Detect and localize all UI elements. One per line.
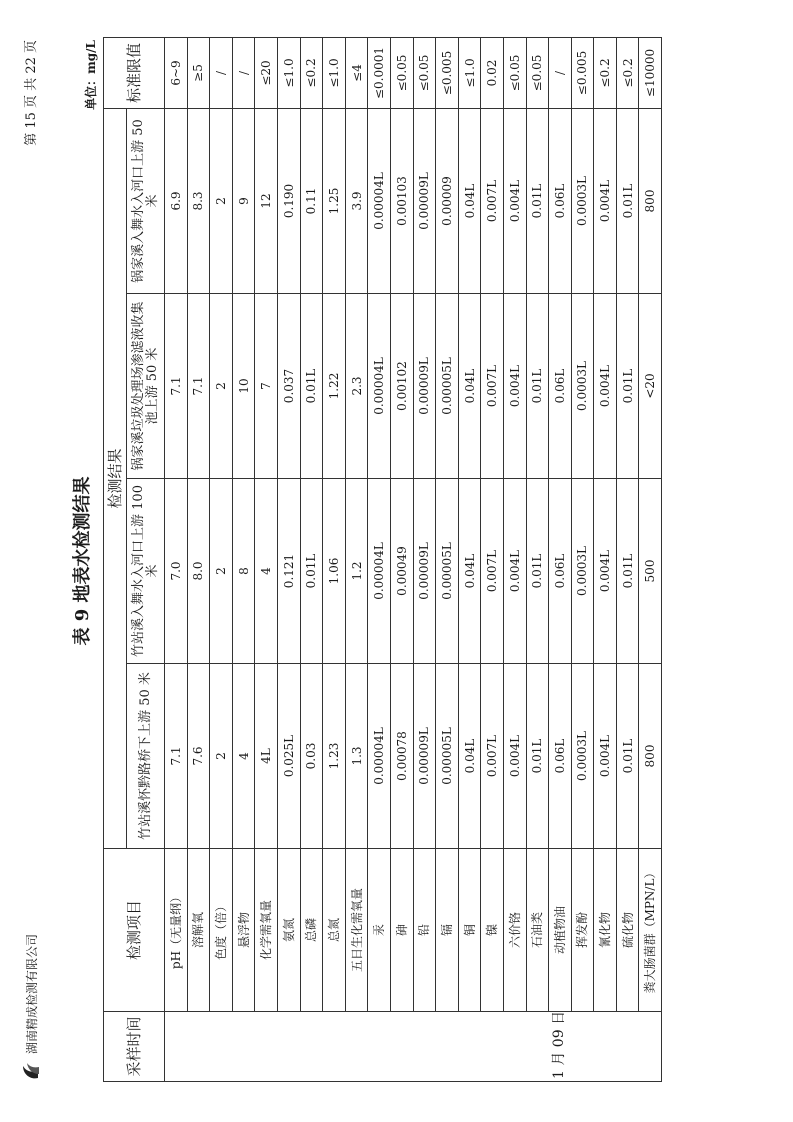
item-cell: 挥发酚 [571,849,594,1012]
table-title: 表 9 地表水检测结果 [72,476,93,646]
site-3-value: 0.004L [594,294,617,479]
site-2-value: 0.00005L [436,479,459,664]
item-cell: 氰化物 [594,849,617,1012]
table-body [165,37,662,1081]
table-row [413,37,436,1081]
site-3-value: 0.00005L [436,294,459,479]
item-cell: 镉 [436,849,459,1012]
company-name: 湖南精成检测有限公司 [24,933,39,1054]
site-1-value: 0.00078 [390,664,413,849]
header-site-2: 竹站溪入舞水入河口上游 100 米 [127,479,165,664]
page-number: 第 15 页 共 22 页 [24,40,39,146]
site-1-value: 7.6 [187,664,210,849]
site-2-value: 1.2 [345,479,368,664]
site-4-value: 0.190 [277,108,300,293]
item-cell: pH（无量纲） [165,849,188,1012]
site-3-value: 1.22 [323,294,346,479]
surface-water-results-table [103,37,662,1082]
table-row [503,37,526,1081]
table-row [323,37,346,1081]
standard-value: / [210,37,233,108]
site-4-value: 0.01L [616,108,639,293]
site-1-value: 2 [210,664,233,849]
standard-value: ≤0.2 [616,37,639,108]
site-2-value: 0.06L [549,479,572,664]
table-row [277,37,300,1081]
site-3-value: 2 [210,294,233,479]
item-cell: 铜 [458,849,481,1012]
standard-value: ≤1.0 [277,37,300,108]
item-cell: 铅 [413,849,436,1012]
site-4-value: 0.007L [481,108,504,293]
site-2-value: 0.01L [526,479,549,664]
site-4-value: 2 [210,108,233,293]
header-standard: 标准限值 [104,37,165,108]
site-1-value: 0.01L [616,664,639,849]
header-results: 检测结果 [104,108,127,848]
item-cell: 总氮 [323,849,346,1012]
standard-value: ≤0.0001 [368,37,391,108]
table-row [481,37,504,1081]
site-1-value: 0.00009L [413,664,436,849]
item-cell: 石油类 [526,849,549,1012]
site-4-value: 0.06L [549,108,572,293]
site-3-value: 7.1 [165,294,188,479]
site-4-value: 0.00004L [368,108,391,293]
header-sampling-time: 采样时间 [104,1012,165,1082]
standard-value: / [232,37,255,108]
company-header [20,934,42,1082]
site-4-value: 0.01L [526,108,549,293]
site-3-value: 0.0003L [571,294,594,479]
standard-value: ≤4 [345,37,368,108]
site-2-value: 0.00009L [413,479,436,664]
site-3-value: 0.01L [300,294,323,479]
table-row [232,37,255,1081]
site-1-value: 0.004L [594,664,617,849]
standard-value: / [549,37,572,108]
standard-value: ≤0.05 [526,37,549,108]
site-4-value: 0.0003L [571,108,594,293]
item-cell: 汞 [368,849,391,1012]
table-row [594,37,617,1081]
item-cell: 化学需氧量 [255,849,278,1012]
site-1-value: 0.01L [526,664,549,849]
table-row [390,37,413,1081]
site-1-value: 800 [639,664,662,849]
site-3-value: 7 [255,294,278,479]
site-4-value: 0.11 [300,108,323,293]
site-3-value: 0.04L [458,294,481,479]
item-cell: 色度（倍） [210,849,233,1012]
site-1-value: 0.03 [300,664,323,849]
site-3-value: 2.3 [345,294,368,479]
site-1-value: 7.1 [165,664,188,849]
site-2-value: 0.007L [481,479,504,664]
site-4-value: 0.004L [594,108,617,293]
site-4-value: 12 [255,108,278,293]
item-cell: 粪大肠菌群（MPN/L） [639,849,662,1012]
site-2-value: 0.004L [594,479,617,664]
site-1-value: 4L [255,664,278,849]
item-cell: 砷 [390,849,413,1012]
standard-value: ≤20 [255,37,278,108]
table-row [639,37,662,1081]
header-site-4: 锅家溪入舞水入河口上游 50 米 [127,108,165,293]
site-2-value: 8 [232,479,255,664]
site-1-value: 1.23 [323,664,346,849]
table-row [458,37,481,1081]
item-cell: 硫化物 [616,849,639,1012]
table-row [436,37,459,1081]
item-cell: 氨氮 [277,849,300,1012]
site-1-value: 1.3 [345,664,368,849]
site-3-value: 10 [232,294,255,479]
header-row-1 [104,37,127,1081]
site-1-value: 0.004L [503,664,526,849]
standard-value: ≤1.0 [323,37,346,108]
standard-value: 6~9 [165,37,188,108]
site-1-value: 0.00004L [368,664,391,849]
table-row [526,37,549,1081]
item-cell: 六价铬 [503,849,526,1012]
site-4-value: 8.3 [187,108,210,293]
site-1-value: 0.025L [277,664,300,849]
site-3-value: 0.00102 [390,294,413,479]
site-1-value: 0.007L [481,664,504,849]
header-item: 检测项目 [104,849,165,1012]
standard-value: ≥5 [187,37,210,108]
site-3-value: 0.00004L [368,294,391,479]
site-4-value: 0.00103 [390,108,413,293]
site-3-value: 0.037 [277,294,300,479]
item-cell: 镍 [481,849,504,1012]
company-logo-icon [20,1060,42,1082]
item-cell: 溶解氧 [187,849,210,1012]
site-1-value: 0.04L [458,664,481,849]
standard-value: ≤0.05 [503,37,526,108]
site-1-value: 0.0003L [571,664,594,849]
site-2-value: 0.04L [458,479,481,664]
site-2-value: 2 [210,479,233,664]
site-4-value: 0.04L [458,108,481,293]
site-2-value: 0.01L [300,479,323,664]
standard-value: ≤1.0 [458,37,481,108]
table-row [571,37,594,1081]
site-2-value: 7.0 [165,479,188,664]
standard-value: ≤0.05 [390,37,413,108]
site-2-value: 0.01L [616,479,639,664]
standard-value: ≤0.2 [300,37,323,108]
header-site-3: 锅家溪垃圾处理场渗滤液收集池上游 50 米 [127,294,165,479]
site-4-value: 0.00009 [436,108,459,293]
site-3-value: <20 [639,294,662,479]
table-row [300,37,323,1081]
item-cell: 悬浮物 [232,849,255,1012]
site-3-value: 0.06L [549,294,572,479]
site-2-value: 0.00004L [368,479,391,664]
header-site-1: 竹站溪怀黔路桥下上游 50 米 [127,664,165,849]
site-3-value: 0.004L [503,294,526,479]
site-1-value: 4 [232,664,255,849]
site-2-value: 4 [255,479,278,664]
table-row [210,37,233,1081]
site-4-value: 3.9 [345,108,368,293]
site-4-value: 6.9 [165,108,188,293]
standard-value: ≤0.05 [413,37,436,108]
table-row [187,37,210,1081]
site-3-value: 0.01L [616,294,639,479]
site-2-value: 0.0003L [571,479,594,664]
standard-value: ≤0.2 [594,37,617,108]
site-4-value: 9 [232,108,255,293]
table-row [368,37,391,1081]
item-cell: 总磷 [300,849,323,1012]
site-1-value: 0.06L [549,664,572,849]
site-4-value: 800 [639,108,662,293]
site-2-value: 500 [639,479,662,664]
site-4-value: 0.00009L [413,108,436,293]
item-cell: 动植物油 [549,849,572,1012]
site-3-value: 0.007L [481,294,504,479]
table-row [616,37,639,1081]
site-4-value: 0.004L [503,108,526,293]
item-cell: 五日生化需氧量 [345,849,368,1012]
site-3-value: 0.01L [526,294,549,479]
standard-value: 0.02 [481,37,504,108]
table-row [165,37,188,1081]
table-row [549,37,572,1081]
site-4-value: 1.25 [323,108,346,293]
site-3-value: 0.00009L [413,294,436,479]
standard-value: ≤0.005 [436,37,459,108]
standard-value: ≤10000 [639,37,662,108]
site-2-value: 1.06 [323,479,346,664]
site-3-value: 7.1 [187,294,210,479]
site-1-value: 0.00005L [436,664,459,849]
sampling-date-cell: 1 月 09 日 [165,1012,662,1082]
table-row [255,37,278,1081]
site-2-value: 0.004L [503,479,526,664]
table-row [345,37,368,1081]
unit-label: 单位：mg/L [84,40,98,110]
site-2-value: 0.121 [277,479,300,664]
standard-value: ≤0.005 [571,37,594,108]
site-2-value: 8.0 [187,479,210,664]
site-2-value: 0.00049 [390,479,413,664]
